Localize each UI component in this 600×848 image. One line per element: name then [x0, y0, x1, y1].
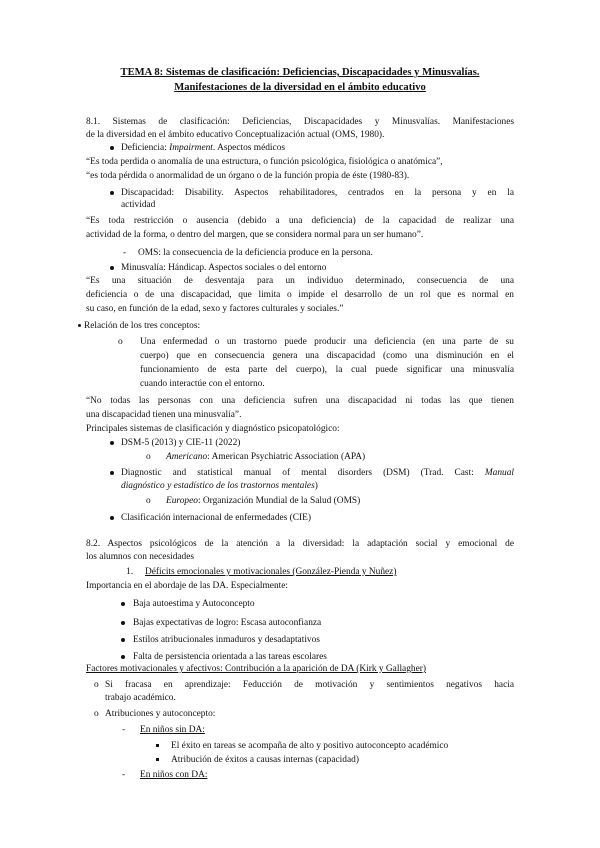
- principales-sistemas: Principales sistemas de clasificación y diagnóstico psicopatológico:: [86, 424, 340, 434]
- deficiencia-rest: . Aspectos médicos: [212, 143, 286, 153]
- deficiencia-quote-2: “es toda pérdida o anormalidad de un órgano o de la función propia de éste (1980-83).: [86, 171, 410, 181]
- diagnostico-italic: diagnóstico y estadístico de los trastornos mentales: [121, 481, 315, 491]
- bullet-dot: [110, 262, 114, 270]
- deficits-heading: Déficits emocionales y motivacionales (González-Pienda y Nuñez): [145, 567, 397, 577]
- minusvalia-quote-1: “Es una situación de desventaja para un individuo determinado, consecuencia de una: [86, 276, 514, 286]
- manual-italic: Manual: [484, 468, 514, 478]
- bullet-dot: [110, 512, 114, 520]
- bullet-dot: [121, 617, 125, 625]
- bullet-square: [156, 754, 159, 761]
- s81-intro-2: de la diversidad en el ámbito educativo Conceptualización actual (OMS, 1980).: [86, 130, 385, 140]
- minusvalia-quote-2: deficiencia o de una discapacidad, que limita o impide el desarrollo de un rol que es normal en: [86, 290, 514, 300]
- americano-rest: : American Psychiatric Association (APA): [207, 452, 366, 462]
- dash-marker: -: [123, 248, 127, 258]
- relacion-text-1: Una enfermedad o un trastorno puede producir una deficiencia (en una parte de su: [140, 337, 514, 347]
- deficiencia-line: [121, 142, 285, 154]
- minusvalia-line: Minusvalía: Hándicap. Aspectos sociales o del entorno: [121, 263, 327, 273]
- sin-da-item: Atribución de éxitos a causas internas (capacidad): [171, 755, 359, 765]
- deficiencia-label: Deficiencia:: [121, 143, 170, 153]
- no-todas-quote-1: “No todas las personas con una deficiencia sufren una discapacidad ni todas las que tienen: [86, 396, 514, 406]
- impairment-term: Impairment: [169, 143, 213, 153]
- discapacidad-line-2: actividad: [121, 200, 156, 210]
- title-line-2: Manifestaciones de la diversidad en el ámbito educativo: [174, 82, 426, 93]
- discapacidad-quote-2: actividad de la forma, o dentro del margen, que se considera normal para un ser humano”.: [86, 230, 424, 240]
- relacion-text-2: cuerpo) que en consecuencia genera una discapacidad (como una disminución en el: [140, 351, 514, 361]
- europeo-rest: : Organización Mundial de la Salud (OMS): [197, 496, 361, 506]
- bullet-dot: [110, 437, 114, 445]
- oms-consequence: OMS: la consecuencia de la deficiencia produce en la persona.: [138, 248, 373, 258]
- bullet-dot: [110, 142, 114, 150]
- dsm-cie: DSM-5 (2013) y CIE-11 (2022): [121, 438, 241, 448]
- bullet-dot: [110, 467, 114, 475]
- dash-marker: -: [122, 725, 126, 735]
- atribuciones-line: Atribuciones y autoconcepto:: [105, 709, 216, 719]
- europeo-label: Europeo: [166, 496, 198, 506]
- diagnostic-line-1: [121, 467, 514, 479]
- deficiencia-quote-1: “Es toda perdida o anomalía de una estructura, o función psicológica, fisiológica o anatómica”,: [86, 157, 443, 167]
- title-line-1: TEMA 8: Sistemas de clasificación: Deficiencias, Discapacidades y Minusvalías.: [120, 67, 480, 78]
- s82-intro-2: los alumnos con necesidades: [86, 552, 195, 562]
- relacion-text-4: cuando interactúe con el entorno.: [140, 379, 265, 389]
- list-item: Baja autoestima y Autoconcepto: [133, 599, 255, 609]
- o-marker: o: [118, 337, 123, 347]
- o-marker: o: [146, 452, 151, 462]
- fracasa-line-1: Si fracasa en aprendizaje: Feducción de motivación y sentimientos negativos hacia: [105, 680, 514, 690]
- o-marker: o: [94, 680, 99, 690]
- diagnostic-text: Diagnostic and statistical manual of mental disorders (DSM) (Trad. Cast:: [121, 468, 485, 478]
- minusvalia-quote-3: su caso, en función de la edad, sexo y factores culturales y sociales.”: [86, 304, 344, 314]
- bullet-dot: [110, 187, 114, 195]
- bullet-dot: [121, 651, 125, 659]
- con-da-heading: En niños con DA:: [140, 770, 208, 780]
- list-item: Falta de persistencia orientada a las tareas escolares: [133, 652, 327, 662]
- list-item: Bajas expectativas de logro: Escasa autoconfianza: [133, 618, 322, 628]
- cie-line: Clasificación internacional de enfermedades (CIE): [121, 513, 312, 523]
- bullet-dot: [121, 634, 125, 642]
- americano-line: [166, 451, 365, 463]
- americano-label: Americano: [166, 452, 208, 462]
- list-item: Estilos atribucionales inmaduros y desadaptativos: [133, 635, 320, 645]
- s81-intro-1: 8.1. Sistemas de clasificación: Deficiencias, Discapacidades y Minusvalías. Manifestaciones: [86, 117, 514, 127]
- number-1: 1.: [126, 567, 134, 577]
- relacion-heading: Relación de los tres conceptos:: [84, 321, 201, 331]
- s82-intro-1: 8.2. Aspectos psicológicos de la atención a la diversidad: la adaptación social y emocional de: [86, 539, 514, 549]
- relacion-text-3: funcionamiento de esta parte del cuerpo), la cual puede significar una minusvalía: [140, 365, 514, 375]
- factores-heading: Factores motivacionales y afectivos: Contribución a la aparición de DA (Kirk y Gallagher): [86, 664, 426, 674]
- no-todas-quote-2: una discapacidad tienen una minusvalía”.: [86, 410, 242, 420]
- fracasa-line-2: trabajo académico.: [105, 693, 176, 703]
- discapacidad-quote-1: “Es toda restricción o ausencia (debido a una deficiencia) de la capacidad de realizar una: [86, 216, 514, 226]
- diagnostic-close: ): [314, 481, 318, 491]
- europeo-line: [166, 495, 360, 507]
- importancia-line: Importancia en el abordaje de las DA. Especialmente:: [86, 581, 288, 591]
- diagnostic-line-2: [121, 480, 318, 492]
- o-marker: o: [94, 709, 99, 719]
- bullet-dot: [121, 598, 125, 606]
- sin-da-item: El éxito en tareas se acompaña de alto y positivo autoconcepto académico: [171, 741, 449, 751]
- bullet-dot-small: [78, 320, 81, 327]
- o-marker: o: [146, 496, 151, 506]
- discapacidad-line-1: Discapacidad: Disability. Aspectos rehabilitadores, centrados en la persona y en la: [121, 188, 514, 198]
- bullet-square: [156, 740, 159, 747]
- sin-da-heading: En niños sin DA:: [140, 725, 205, 735]
- dash-marker: -: [122, 770, 126, 780]
